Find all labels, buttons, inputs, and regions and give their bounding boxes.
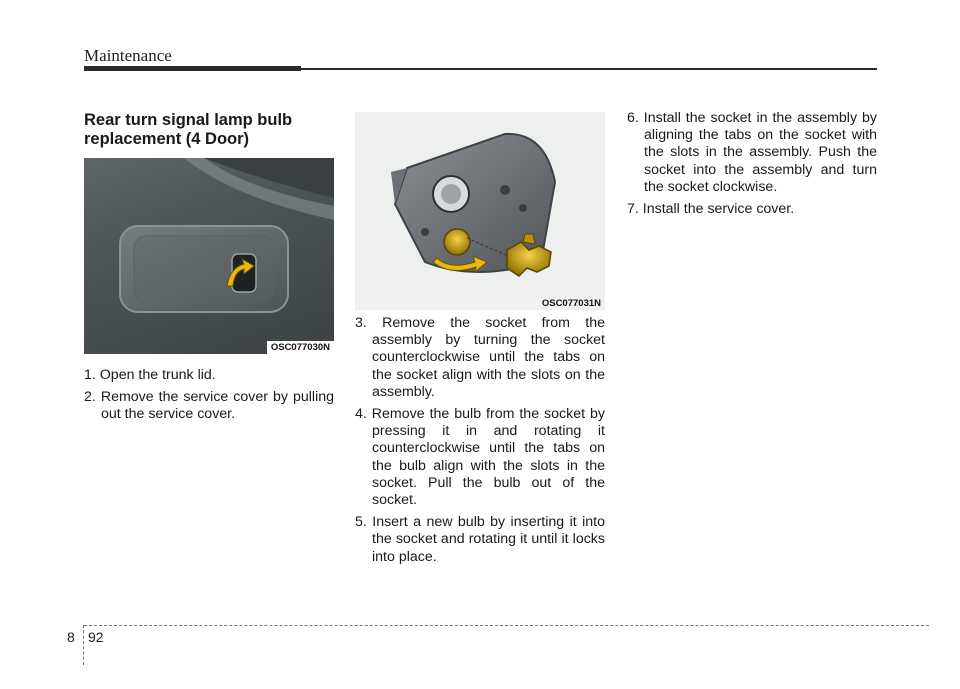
- footer-divider-vertical: [83, 625, 84, 665]
- figure-code: OSC077030N: [267, 341, 334, 354]
- figure-service-cover: [84, 158, 334, 354]
- steps-column-1: [84, 367, 334, 429]
- step-item: 4. Remove the bulb from the socket by pressing it in and rotating it counterclockwise until the tabs on the bulb align with the slots in the socket. Pull the bulb out of the socket.: [355, 406, 605, 509]
- step-item: 3. Remove the socket from the assembly by turning the socket counterclockwise until the tabs on the socket align with the slots on the assembly.: [355, 315, 605, 400]
- service-cover-illustration: [84, 158, 334, 354]
- footer-divider: [84, 625, 929, 626]
- step-item: 2. Remove the service cover by pulling out the service cover.: [84, 389, 334, 423]
- header-rule-thin: [301, 68, 877, 70]
- bulb-socket-illustration: [355, 112, 605, 310]
- page-header-title: Maintenance: [84, 46, 172, 65]
- figure-code: OSC077031N: [541, 298, 601, 309]
- section-title: Rear turn signal lamp bulb replacement (4 Door): [84, 111, 293, 148]
- steps-column-3: [627, 110, 877, 223]
- page-number: 92: [88, 629, 104, 645]
- figure-bulb-socket: [355, 112, 605, 310]
- chapter-number: 8: [67, 629, 75, 645]
- step-item: 7. Install the service cover.: [627, 201, 795, 218]
- step-item: 5. Insert a new bulb by inserting it into the socket and rotating it until it locks into place.: [355, 514, 605, 565]
- steps-column-2: [355, 315, 605, 571]
- header-rule-thick: [84, 66, 301, 71]
- step-item: 1. Open the trunk lid.: [84, 367, 216, 383]
- step-item: 6. Install the socket in the assembly by aligning the tabs on the socket with the slots in the assembly. Push the socket into the assembly and turn the socket clockwise.: [627, 110, 877, 195]
